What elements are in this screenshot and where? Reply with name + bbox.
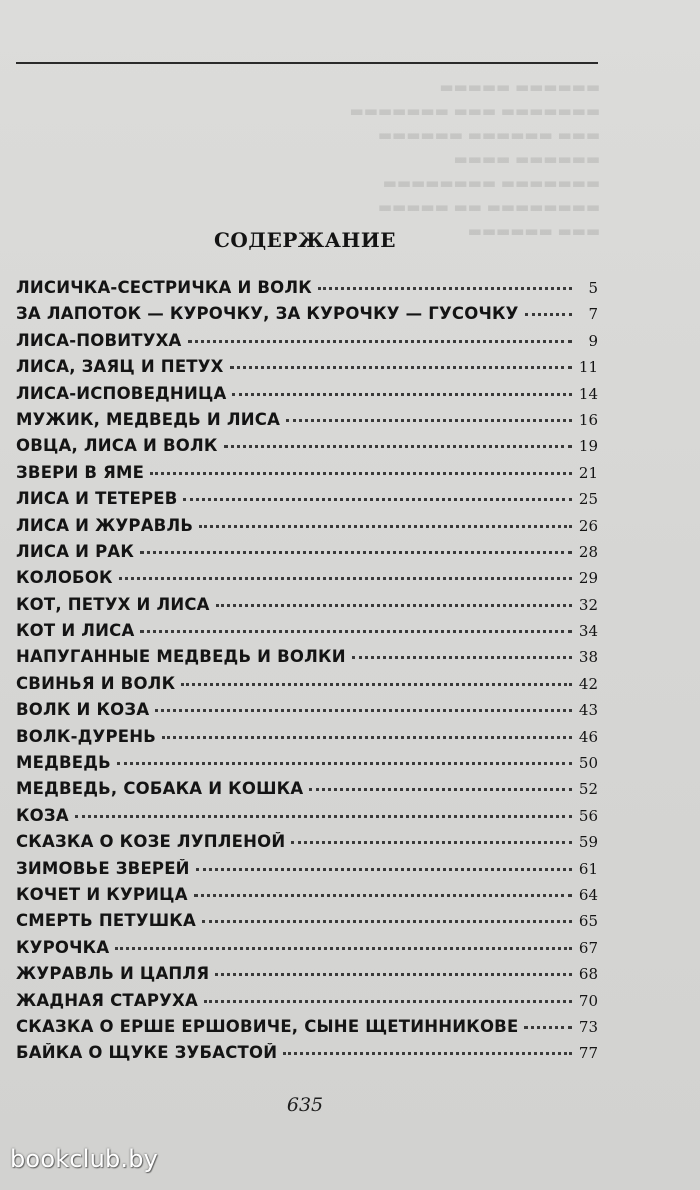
toc-leader-dots [283, 1051, 572, 1055]
toc-entry-title: ЗВЕРИ В ЯМЕ [16, 462, 145, 482]
toc-entry [16, 991, 598, 1017]
toc-entry-title: ЛИСА-ИСПОВЕДНИЦА [16, 383, 227, 403]
toc-entry [16, 964, 598, 990]
toc-leader-dots [318, 286, 572, 290]
toc-leader-dots [525, 312, 572, 316]
toc-entry-page: 11 [578, 358, 598, 377]
toc-leader-dots [291, 840, 572, 844]
header-rule [16, 62, 598, 64]
toc-entry [16, 331, 598, 357]
toc-entry [16, 621, 598, 647]
toc-entry [16, 727, 598, 753]
table-of-contents [16, 278, 598, 1070]
show-through-text: ▬▬▬▬▬ ▬▬▬▬▬▬ ▬▬▬▬▬▬▬ ▬▬▬ ▬▬▬▬▬▬▬ ▬▬▬▬▬▬ ▬▬▬▬▬▬ ▬▬▬ ▬▬▬▬ ▬▬▬▬▬▬ ▬▬▬▬▬▬▬▬ ▬▬▬▬▬▬▬ ▬▬▬▬▬ ▬▬ ▬▬▬▬▬▬▬▬ ▬▬▬▬▬▬ ▬▬▬ [349, 78, 600, 240]
toc-leader-dots [117, 761, 572, 765]
toc-leader-dots [524, 1025, 572, 1029]
toc-leader-dots [115, 946, 572, 950]
toc-entry-page: 14 [578, 384, 598, 403]
toc-entry-title: НАПУГАННЫЕ МЕДВЕДЬ И ВОЛКИ [16, 647, 346, 667]
watermark: bookclub.by [10, 1145, 159, 1173]
toc-entry [16, 674, 598, 700]
toc-leader-dots [181, 682, 572, 686]
page-number: 635 [286, 1094, 324, 1116]
toc-entry-page: 65 [578, 912, 598, 931]
toc-entry-title: ЖУРАВЛЬ И ЦАПЛЯ [16, 964, 210, 984]
toc-entry-page: 5 [588, 279, 598, 297]
toc-entry-title: БАЙКА О ЩУКЕ ЗУБАСТОЙ [16, 1043, 278, 1063]
toc-entry [16, 1017, 598, 1043]
toc-entry-title: СВИНЬЯ И ВОЛК [16, 673, 176, 693]
toc-leader-dots [232, 392, 572, 396]
toc-entry [16, 1043, 598, 1069]
toc-entry-page: 19 [578, 437, 598, 456]
toc-entry-title: ОВЦА, ЛИСА И ВОЛК [16, 436, 218, 456]
page-title: СОДЕРЖАНИЕ [214, 228, 396, 252]
toc-entry-page: 46 [578, 727, 598, 746]
toc-entry-page: 25 [578, 490, 598, 509]
toc-entry-page: 42 [578, 674, 598, 693]
toc-entry-title: ЛИСИЧКА-СЕСТРИЧКА И ВОЛК [16, 278, 312, 297]
toc-entry [16, 911, 598, 937]
toc-entry-title: ВОЛК-ДУРЕНЬ [16, 726, 157, 746]
toc-entry-title: СКАЗКА О КОЗЕ ЛУПЛЕНОЙ [16, 832, 286, 852]
toc-entry-title: КОЗА [16, 805, 69, 825]
toc-entry-page: 7 [588, 305, 598, 324]
toc-entry-title: СКАЗКА О ЕРШЕ ЕРШОВИЧЕ, СЫНЕ ЩЕТИННИКОВЕ [16, 1016, 519, 1036]
toc-entry-title: ЛИСА И ЖУРАВЛЬ [16, 515, 194, 535]
toc-entry-page: 50 [578, 754, 598, 773]
toc-entry [16, 384, 598, 410]
toc-entry [16, 463, 598, 489]
toc-entry-page: 52 [578, 780, 598, 799]
toc-entry-page: 38 [578, 648, 598, 667]
toc-entry-page: 56 [578, 806, 598, 825]
toc-leader-dots [188, 339, 572, 343]
toc-entry-page: 64 [578, 885, 598, 904]
toc-entry-page: 43 [578, 701, 598, 720]
toc-entry-title: ЛИСА И ТЕТЕРЕВ [16, 489, 178, 509]
toc-entry-title: ЛИСА И РАК [16, 541, 135, 561]
toc-entry-page: 68 [578, 965, 598, 984]
toc-entry [16, 568, 598, 594]
toc-leader-dots [194, 893, 572, 897]
toc-entry [16, 806, 598, 832]
toc-entry [16, 357, 598, 383]
toc-entry-title: ВОЛК И КОЗА [16, 700, 150, 720]
toc-leader-dots [202, 919, 572, 923]
toc-leader-dots [309, 787, 572, 791]
toc-entry [16, 885, 598, 911]
toc-entry-page: 16 [578, 410, 598, 429]
toc-entry [16, 304, 598, 330]
toc-entry-title: КОЧЕТ И КУРИЦА [16, 884, 188, 904]
toc-entry-page: 59 [578, 833, 598, 852]
toc-entry-page: 34 [578, 622, 598, 641]
toc-entry-title: ЖАДНАЯ СТАРУХА [16, 990, 198, 1010]
toc-entry-title: МЕДВЕДЬ [16, 753, 111, 773]
toc-leader-dots [155, 708, 572, 712]
toc-entry [16, 832, 598, 858]
toc-entry-page: 67 [578, 938, 598, 957]
toc-entry-page: 29 [578, 569, 598, 588]
toc-leader-dots [230, 365, 572, 369]
toc-entry [16, 700, 598, 726]
toc-leader-dots [224, 444, 572, 448]
toc-leader-dots [140, 550, 572, 554]
toc-entry [16, 410, 598, 436]
toc-entry-title: ЛИСА, ЗАЯЦ И ПЕТУХ [16, 357, 224, 377]
toc-leader-dots [215, 972, 572, 976]
toc-entry-page: 73 [578, 1017, 598, 1036]
toc-entry-title: ЛИСА-ПОВИТУХА [16, 330, 182, 350]
toc-leader-dots [75, 814, 572, 818]
toc-entry [16, 859, 598, 885]
toc-entry-page: 32 [578, 595, 598, 614]
toc-entry [16, 516, 598, 542]
toc-entry-page: 61 [578, 859, 598, 878]
toc-leader-dots [196, 867, 572, 871]
toc-leader-dots [119, 576, 572, 580]
toc-entry-title: СМЕРТЬ ПЕТУШКА [16, 911, 196, 931]
toc-entry-title: МУЖИК, МЕДВЕДЬ И ЛИСА [16, 409, 281, 429]
toc-entry [16, 278, 598, 304]
toc-leader-dots [286, 418, 572, 422]
toc-leader-dots [162, 735, 572, 739]
toc-leader-dots [150, 471, 572, 475]
toc-entry-title: ЗА ЛАПОТОК — КУРОЧКУ, ЗА КУРОЧКУ — ГУСОЧКУ [16, 304, 519, 324]
toc-entry [16, 489, 598, 515]
toc-entry [16, 779, 598, 805]
toc-entry-title: КУРОЧКА [16, 937, 110, 957]
toc-leader-dots [183, 497, 572, 501]
toc-leader-dots [199, 524, 572, 528]
toc-entry-title: МЕДВЕДЬ, СОБАКА И КОШКА [16, 779, 304, 799]
toc-entry-title: ЗИМОВЬЕ ЗВЕРЕЙ [16, 858, 190, 878]
toc-entry [16, 595, 598, 621]
toc-leader-dots [352, 655, 572, 659]
toc-entry-page: 28 [578, 542, 598, 561]
toc-leader-dots [140, 629, 572, 633]
toc-entry-title: КОТ И ЛИСА [16, 621, 135, 641]
toc-entry-page: 77 [578, 1044, 598, 1063]
toc-entry [16, 542, 598, 568]
toc-entry [16, 436, 598, 462]
toc-entry [16, 753, 598, 779]
toc-leader-dots [216, 603, 572, 607]
toc-entry-page: 26 [578, 516, 598, 535]
toc-leader-dots [204, 999, 572, 1003]
toc-entry-title: КОТ, ПЕТУХ И ЛИСА [16, 594, 210, 614]
toc-entry-page: 21 [578, 463, 598, 482]
toc-entry [16, 938, 598, 964]
toc-entry-title: КОЛОБОК [16, 568, 113, 588]
toc-entry-page: 70 [578, 991, 598, 1010]
toc-entry [16, 647, 598, 673]
toc-entry-page: 9 [588, 331, 598, 350]
